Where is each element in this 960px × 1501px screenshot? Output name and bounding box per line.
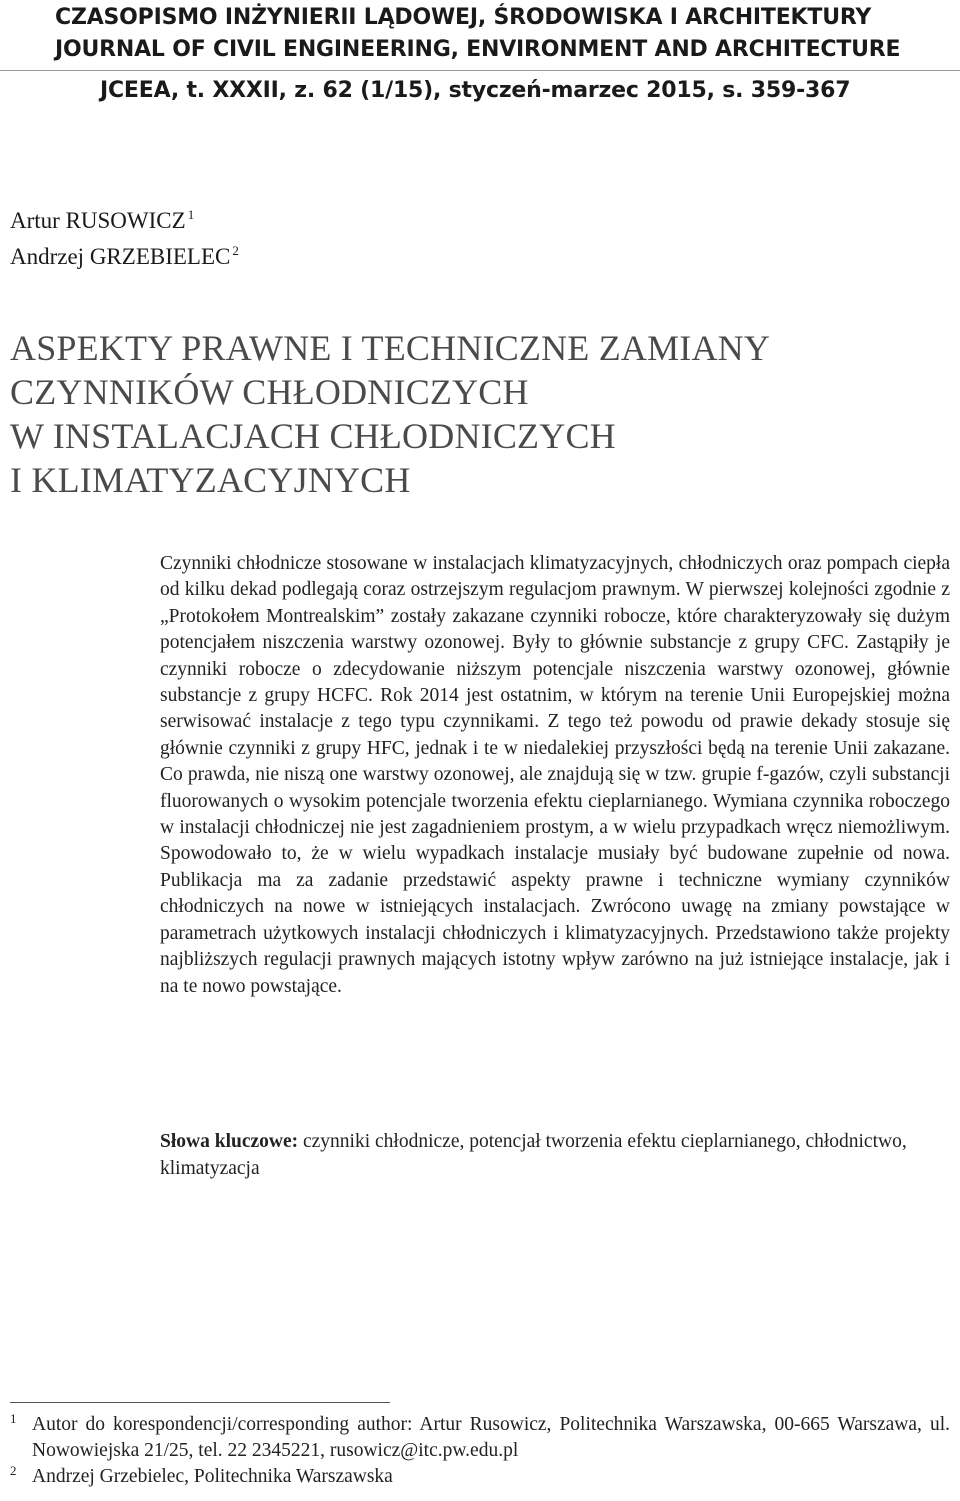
journal-title-polish: CZASOPISMO INŻYNIERII LĄDOWEJ, ŚRODOWISKA I ARCHITEKTURY <box>55 5 872 30</box>
header-divider <box>0 70 960 71</box>
footnote-text: Andrzej Grzebielec, Politechnika Warszawska <box>32 1466 393 1487</box>
abstract <box>160 551 950 1000</box>
author-2 <box>10 236 239 272</box>
journal-citation: JCEEA, t. XXXII, z. 62 (1/15), styczeń-marzec 2015, s. 359-367 <box>100 78 851 103</box>
title-line: I KLIMATYZACYJNYCH <box>10 460 411 500</box>
footnotes <box>10 1412 950 1490</box>
paper-title <box>10 326 770 502</box>
author-footnote-mark: 1 <box>187 207 195 222</box>
author-name: Andrzej GRZEBIELEC <box>10 244 231 269</box>
title-line: W INSTALACJACH CHŁODNICZYCH <box>10 416 616 456</box>
keywords <box>160 1128 950 1182</box>
author-1 <box>10 200 239 236</box>
keywords-text: czynniki chłodnicze, potencjał tworzenia efektu cieplarnianego, chłodnictwo, klimatyzacja <box>160 1131 907 1179</box>
footnote-mark: 2 <box>10 1463 17 1478</box>
author-list <box>10 200 239 272</box>
footnote-1 <box>10 1412 950 1464</box>
footnote-text: Autor do korespondencji/corresponding author: Artur Rusowicz, Politechnika Warszawska, 00-665 Warszawa, ul. Nowowiejska 21/25, tel. 22 2345221, rusowicz@itc.pw.edu.pl <box>32 1414 950 1461</box>
title-line: CZYNNIKÓW CHŁODNICZYCH <box>10 372 529 412</box>
journal-title-english: JOURNAL OF CIVIL ENGINEERING, ENVIRONMENT AND ARCHITECTURE <box>55 37 901 62</box>
footnote-divider <box>10 1402 390 1403</box>
footnote-2 <box>10 1464 950 1490</box>
title-line: ASPEKTY PRAWNE I TECHNICZNE ZAMIANY <box>10 328 771 368</box>
abstract-text: Czynniki chłodnicze stosowane w instalacjach klimatyzacyjnych, chłodniczych oraz pompach ciepła od kilku dekad podlegają coraz ostrzejszym regulacjom prawnym. W pierwszej kolejności zgodnie z „Protokołem Montrealskim” zostały zakazane czynniki robocze, które charakteryzowały się dużym potencjałem niszczenia warstwy ozonowej. Były to głównie substancje z grupy CFC. Zastąpiły je czynniki robocze o zdecydowanie niższym potencjale niszczenia warstwy ozonowej, głównie substancje z grupy HCFC. Rok 2014 jest ostatnim, w którym na terenie Unii Europejskiej można serwisować instalacje z tego typu czynnikami. Z tego też powodu od prawie dekady stosuje się głównie czynniki z grupy HFC, jednak i te w niedalekiej przyszłości będą na terenie Unii zakazane. Co prawda, nie niszą one warstwy ozonowej, ale znajdują się w tzw. grupie f-gazów, czyli substancji fluorowanych o wysokim potencjale tworzenia efektu cieplarnianego. Wymiana czynnika roboczego w instalacji chłodniczej nie jest zagadnieniem prostym, a w wielu przypadkach wręcz niemożliwym. Spowodowało to, że w wielu wypadkach instalacje musiały być budowane zupełnie od nowa. Publikacja ma za zadanie przedstawić aspekty prawne i techniczne wymiany czynników chłodniczych na nowe w istniejących instalacjach. Zwrócono uwagę na zmiany powstające w parametrach użytkowych instalacji chłodniczych i klimatyzacyjnych. Przedstawiono także projekty najbliższych regulacji prawnych mających istotny wpływ zarówno na już istniejące instalacje, jak i na te nowo powstające. <box>160 553 950 997</box>
footnote-mark: 1 <box>10 1411 17 1426</box>
author-footnote-mark: 2 <box>232 243 239 258</box>
author-name: Artur RUSOWICZ <box>10 208 186 233</box>
keywords-label: Słowa kluczowe: <box>160 1131 299 1152</box>
